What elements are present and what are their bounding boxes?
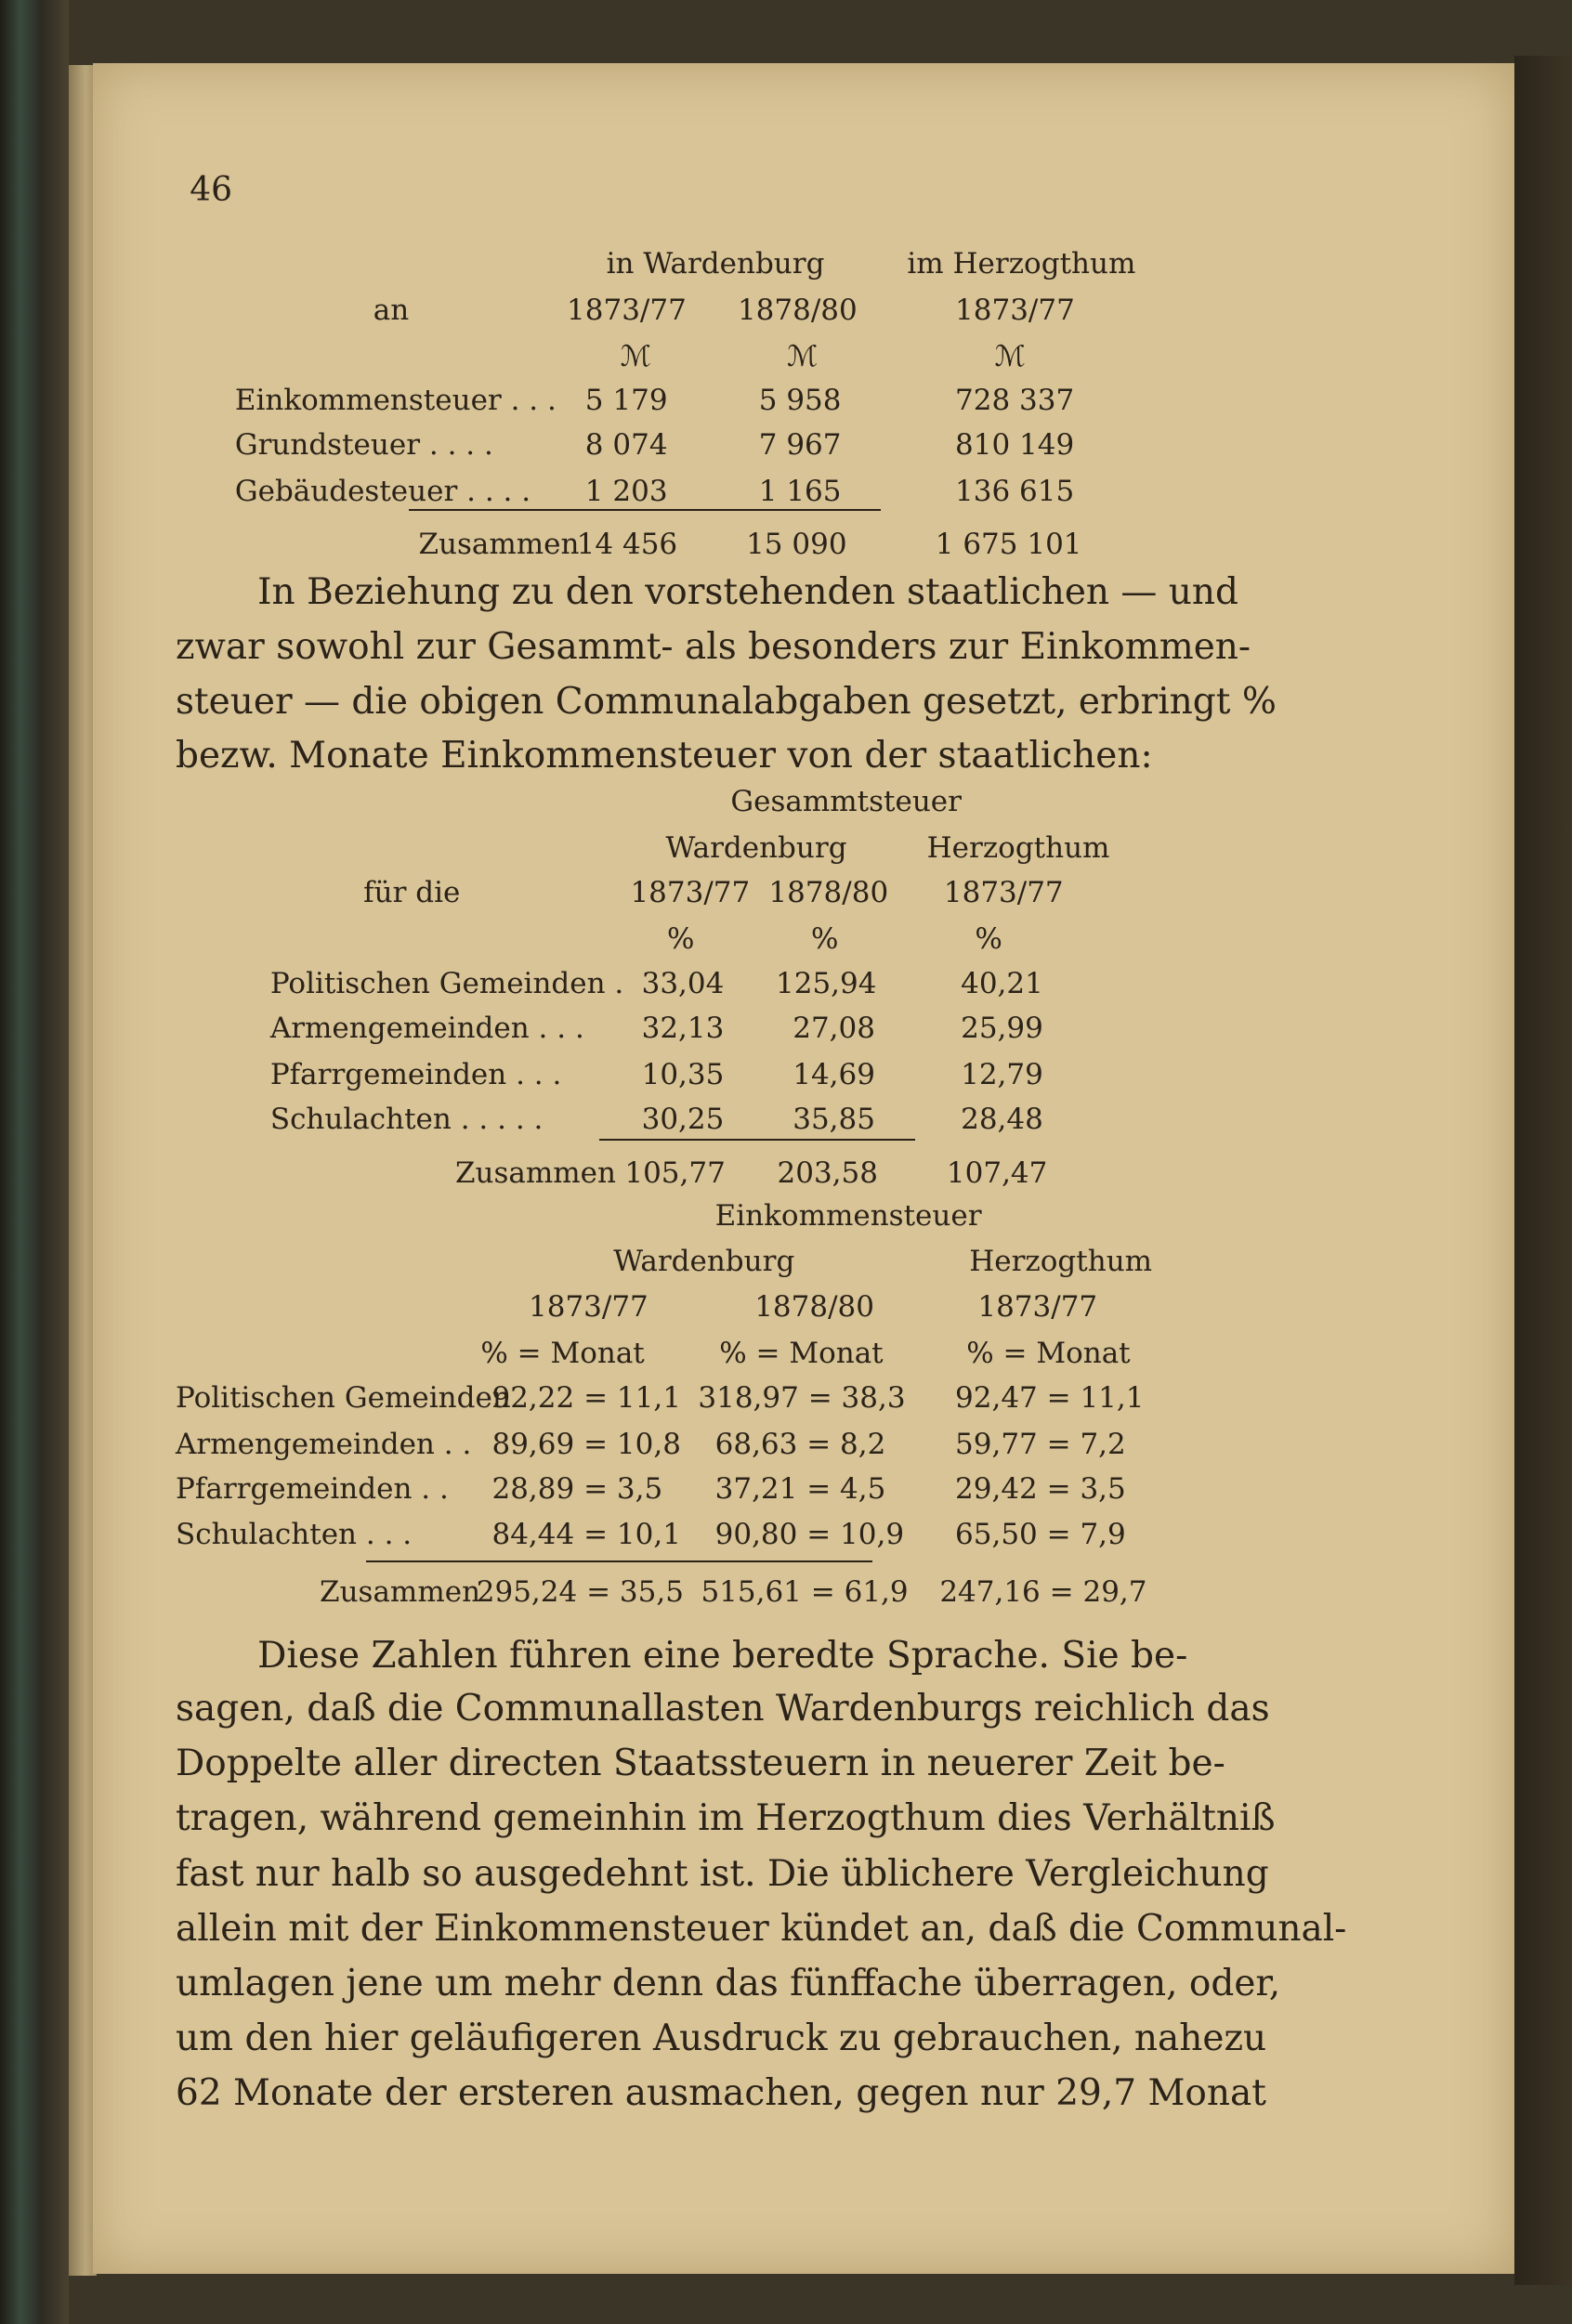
total-value: 515,61 = 61,9	[701, 1574, 909, 1609]
total-label: Zusammen	[418, 528, 580, 562]
text-line: Diese Zahlen führen eine beredte Sprache. Sie be-	[257, 1634, 1188, 1677]
cell-value: 59,77 = 7,2	[955, 1428, 1126, 1462]
cell-value: 10,35	[641, 1058, 725, 1091]
total-value: 14 456	[576, 528, 678, 562]
header-group: Herzogthum	[926, 830, 1110, 865]
total-label: Zusammen	[454, 1155, 616, 1190]
cell-value: 89,69 = 10,8	[491, 1428, 681, 1462]
cell-value: 14,69	[793, 1058, 875, 1091]
cell-value: 84,44 = 10,1	[491, 1517, 681, 1551]
row-label: Armengemeinden . . .	[269, 1012, 584, 1046]
cell-value: 68,63 = 8,2	[714, 1428, 886, 1462]
cell-value: 318,97 = 38,3	[698, 1381, 906, 1416]
unit-label: % = Monat	[719, 1337, 884, 1371]
column-label: für die	[363, 876, 461, 909]
year-header: 1878/80	[768, 876, 889, 909]
sum-rule	[599, 1139, 915, 1141]
total-value: 203,58	[777, 1155, 878, 1190]
cell-value: 1 165	[758, 474, 842, 508]
total-value: 1 675 101	[935, 528, 1082, 562]
cell-value: 25,99	[961, 1012, 1043, 1046]
row-label: Schulachten . . . . .	[269, 1103, 544, 1137]
unit-label: ℳ	[787, 339, 819, 373]
total-value: 295,24 = 35,5	[476, 1574, 684, 1609]
cell-value: 12,79	[961, 1058, 1043, 1091]
text-line: 62 Monate der ersteren ausmachen, gegen nur 29,7 Monat	[176, 2072, 1266, 2114]
text-line: bezw. Monate Einkommensteuer von der staatlichen:	[176, 734, 1153, 777]
year-header: 1873/77	[943, 876, 1064, 909]
total-value: 247,16 = 29,7	[939, 1574, 1147, 1609]
text-line: In Beziehung zu den vorstehenden staatlichen — und	[257, 570, 1239, 613]
unit-label: %	[975, 921, 1002, 956]
year-header: 1878/80	[754, 1290, 874, 1325]
cell-value: 5 958	[758, 383, 842, 417]
text-line: sagen, daß die Communallasten Wardenburgs reichlich das	[176, 1688, 1270, 1730]
row-label: Pfarrgemeinden . .	[176, 1472, 449, 1507]
year-header: 1873/77	[977, 1290, 1098, 1325]
total-value: 105,77	[624, 1155, 726, 1190]
cell-value: 35,85	[793, 1103, 875, 1137]
text-line: umlagen jene um mehr denn das fünffache überragen, oder,	[176, 1962, 1281, 2004]
cell-value: 92,22 = 11,1	[491, 1381, 681, 1416]
total-value: 107,47	[946, 1155, 1048, 1190]
unit-label: ℳ	[994, 339, 1026, 373]
table-title: Gesammtsteuer	[730, 785, 962, 818]
cell-value: 29,42 = 3,5	[955, 1472, 1126, 1507]
sum-rule	[366, 1560, 872, 1562]
column-label: an	[373, 294, 410, 328]
row-label: Armengemeinden . .	[176, 1428, 472, 1462]
book-page	[93, 63, 1514, 2274]
table-title: Einkommensteuer	[714, 1199, 982, 1234]
unit-label: %	[666, 921, 695, 956]
book-spine	[0, 0, 69, 2324]
cell-value: 28,89 = 3,5	[491, 1472, 663, 1507]
text-line: um den hier geläufigeren Ausdruck zu gebrauchen, nahezu	[176, 2017, 1267, 2059]
unit-label: ℳ	[620, 339, 651, 373]
cell-value: 136 615	[955, 474, 1075, 508]
header-group: im Herzogthum	[907, 247, 1136, 281]
header-group: Herzogthum	[969, 1244, 1153, 1278]
cell-value: 92,47 = 11,1	[955, 1381, 1145, 1416]
cell-value: 33,04	[641, 967, 725, 1000]
cell-value: 37,21 = 4,5	[714, 1472, 886, 1507]
total-value: 15 090	[746, 528, 847, 562]
row-label: Einkommensteuer . . .	[234, 383, 557, 417]
header-group: in Wardenburg	[606, 247, 825, 281]
cell-value: 27,08	[793, 1012, 875, 1046]
book-right-edge	[1514, 56, 1572, 2285]
cell-value: 30,25	[641, 1103, 725, 1137]
text-line: fast nur halb so ausgedehnt ist. Die üblichere Vergleichung	[176, 1852, 1269, 1895]
text-line: zwar sowohl zur Gesammt- als besonders zur Einkommen-	[176, 625, 1251, 668]
text-line: tragen, während gemeinhin im Herzogthum dies Verhältniß	[176, 1797, 1276, 1840]
cell-value: 8 074	[584, 427, 668, 462]
page-number: 46	[190, 170, 232, 209]
cell-value: 728 337	[955, 383, 1075, 417]
year-header: 1873/77	[955, 294, 1075, 328]
year-header: 1873/77	[630, 876, 751, 909]
row-label: Politischen Gemeinden	[176, 1381, 511, 1416]
row-label: Politischen Gemeinden .	[269, 967, 624, 1000]
unit-label: % = Monat	[966, 1337, 1131, 1371]
row-label: Schulachten . . .	[176, 1517, 413, 1551]
cell-value: 7 967	[758, 427, 842, 462]
year-header: 1873/77	[567, 294, 687, 328]
text-line: Doppelte aller directen Staatssteuern in neuerer Zeit be-	[176, 1743, 1225, 1785]
year-header: 1878/80	[737, 294, 858, 328]
cell-value: 5 179	[584, 383, 668, 417]
cell-value: 40,21	[961, 967, 1043, 1000]
sum-rule	[409, 509, 881, 511]
cell-value: 32,13	[641, 1012, 725, 1046]
row-label: Grundsteuer . . . .	[234, 427, 493, 462]
cell-value: 28,48	[961, 1103, 1043, 1137]
cell-value: 90,80 = 10,9	[714, 1517, 905, 1551]
year-header: 1873/77	[529, 1290, 648, 1325]
total-label: Zusammen	[320, 1574, 481, 1609]
text-line: steuer — die obigen Communalabgaben gesetzt, erbringt %	[176, 681, 1277, 723]
unit-label: % = Monat	[480, 1337, 645, 1371]
cell-value: 65,50 = 7,9	[955, 1517, 1126, 1551]
cell-value: 1 203	[584, 474, 668, 508]
row-label: Pfarrgemeinden . . .	[269, 1058, 562, 1091]
row-label: Gebäudesteuer . . . .	[234, 474, 531, 508]
cell-value: 810 149	[955, 427, 1075, 462]
unit-label: %	[811, 921, 839, 956]
header-group: Wardenburg	[613, 1244, 795, 1278]
cell-value: 125,94	[776, 967, 877, 1000]
header-group: Wardenburg	[665, 830, 847, 865]
text-line: allein mit der Einkommensteuer kündet an, daß die Communal-	[176, 1907, 1347, 1950]
